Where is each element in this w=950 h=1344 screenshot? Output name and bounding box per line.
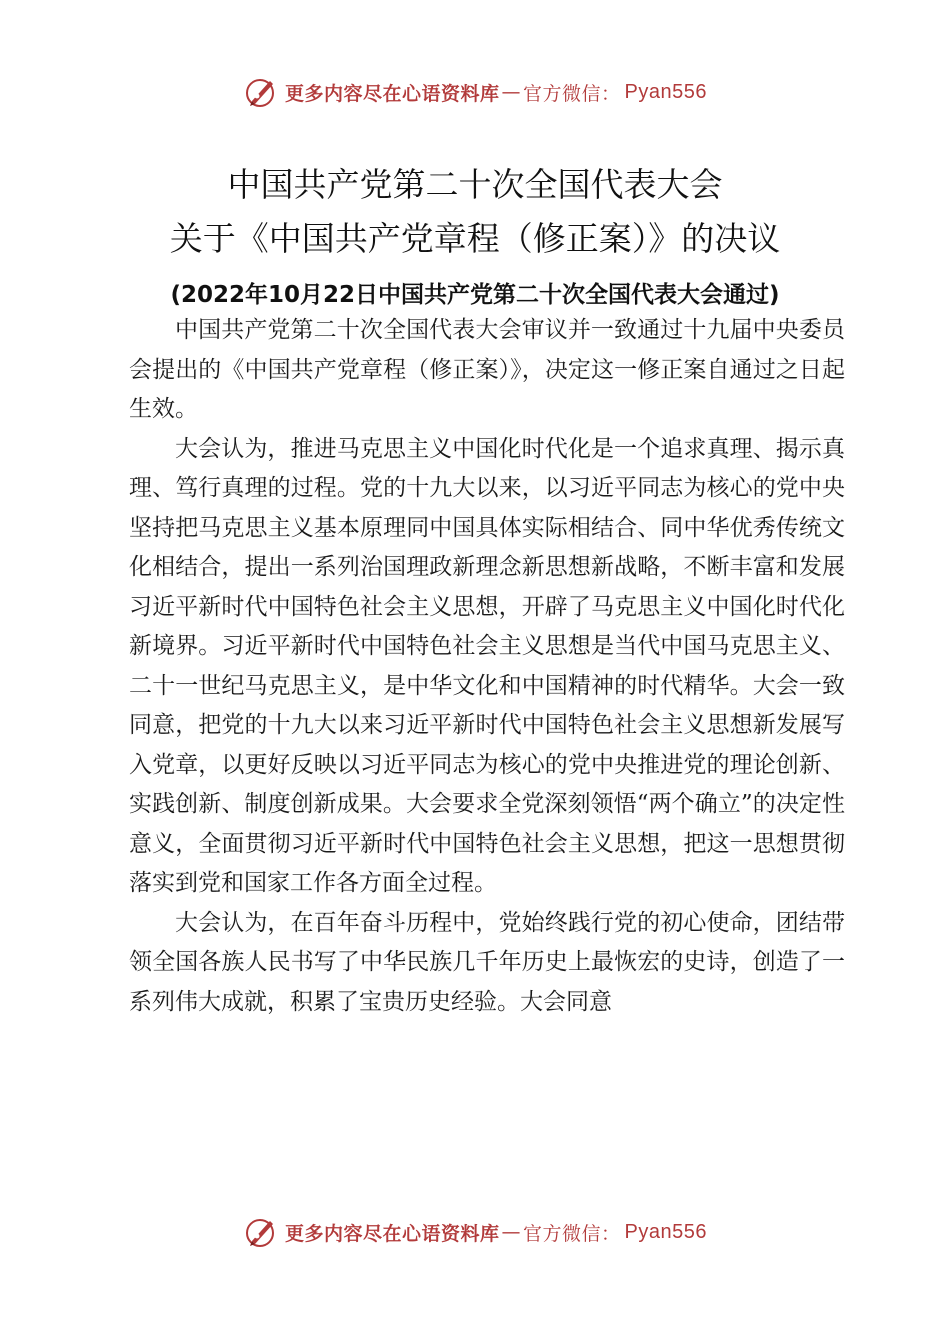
document-title-line2: 关于《中国共产党章程（修正案）》的决议 — [169, 219, 781, 258]
footer-banner — [0, 1212, 950, 1252]
pen-logo-icon — [243, 74, 279, 110]
banner-brand: 更多内容尽在心语资料库 — [285, 1222, 500, 1245]
paragraph: 中国共产党第二十次全国代表大会审议并一致通过十九届中央委员会提出的《中国共产党章程（修正案）》，决定这一修正案自通过之日起生效。 — [129, 317, 845, 422]
paragraph: 大会认为，在百年奋斗历程中，党始终践行党的初心使命，团结带领全国各族人民书写了中华民族几千年历史上最恢宏的史诗，创造了一系列伟大成就，积累了宝贵历史经验。大会同意 — [129, 909, 845, 1015]
banner-dash: — — [501, 1221, 522, 1243]
header-banner — [0, 72, 950, 112]
document-subtitle: (2022年10月22日中国共产党第二十次全国代表大会通过) — [170, 282, 780, 308]
banner-dash: — — [501, 81, 522, 103]
banner-brand: 更多内容尽在心语资料库 — [285, 82, 500, 105]
document-body — [129, 311, 845, 1022]
banner-wechat-id: Pyan556 — [624, 80, 707, 103]
pen-logo-icon — [243, 1214, 279, 1250]
paragraph: 大会认为，推进马克思主义中国化时代化是一个追求真理、揭示真理、笃行真理的过程。党的十九大以来，以习近平同志为核心的党中央坚持把马克思主义基本原理同中国具体实际相结合、同中华优秀传统文化相结合，提出一系列治国理政新理念新思想新战略，不断丰富和发展习近平新时代中国特色社会主义思想，开辟了马克思主义中国化时代化新境界。习近平新时代中国特色社会主义思想是当代中国马克思主义、二十一世纪马克思主义，是中华文化和中国精神的时代精华。大会一致同意，把党的十九大以来习近平新时代中国特色社会主义思想新发展写入党章，以更好反映以习近平同志为核心的党中央推进党的理论创新、实践创新、制度创新成果。大会要求全党深刻领悟“两个确立”的决定性意义，全面贯彻习近平新时代中国特色社会主义思想，把这一思想贯彻落实到党和国家工作各方面全过程。 — [129, 435, 845, 896]
document-title-line1: 中国共产党第二十次全国代表大会 — [227, 165, 723, 204]
banner-wechat-id: Pyan556 — [624, 1220, 707, 1243]
banner-wechat-label: 官方微信： — [523, 1222, 621, 1245]
banner-wechat-label: 官方微信： — [523, 82, 621, 105]
